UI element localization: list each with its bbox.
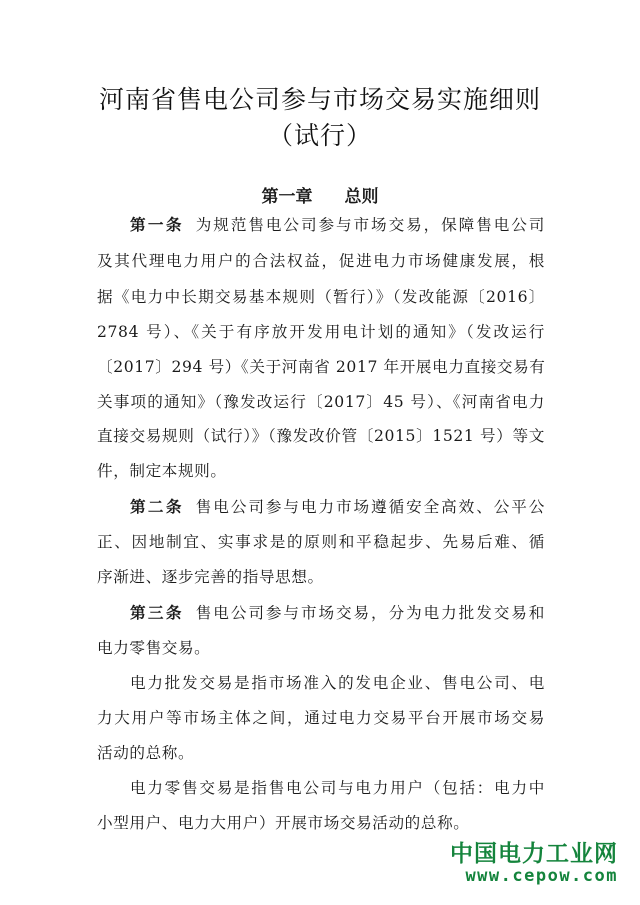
chapter-label: 第一章 xyxy=(261,187,313,207)
article-1-line: 第一条 为规范售电公司参与市场交易，保障售电公司 xyxy=(130,216,545,234)
paragraph-wholesale-line: 力大用户等市场主体之间，通过电力交易平台开展市场交易 xyxy=(97,709,545,727)
article-2-line: 正、因地制宜、实事求是的原则和平稳起步、先易后难、循 xyxy=(97,533,545,551)
article-2-label: 第二条 xyxy=(130,498,184,516)
article-2-line: 序渐进、逐步完善的指导思想。 xyxy=(97,568,324,586)
chapter-heading xyxy=(0,182,640,207)
chapter-name: 总则 xyxy=(344,187,379,207)
paragraph-wholesale-line: 电力批发交易是指市场准入的发电企业、售电公司、电 xyxy=(130,674,545,692)
article-1-line: 直接交易规则（试行）》（豫发改价管〔2015〕1521 号）等文 xyxy=(97,427,545,445)
article-1-line: 〔2017〕294 号）《关于河南省 2017 年开展电力直接交易有 xyxy=(97,358,546,376)
article-1-line: 关事项的通知》（豫发改运行〔2017〕45 号）、《河南省电力 xyxy=(97,393,545,411)
paragraph-retail-line: 电力零售交易是指售电公司与电力用户（包括：电力中 xyxy=(130,779,545,797)
article-1-line: 2784 号）、《关于有序放开发用电计划的通知》（发改运行 xyxy=(97,323,545,341)
document-title: 河南省售电公司参与市场交易实施细则 xyxy=(98,85,541,114)
article-3-line: 电力零售交易。 xyxy=(97,639,211,657)
article-1-label: 第一条 xyxy=(130,216,184,234)
article-3-line: 第三条 售电公司参与市场交易，分为电力批发交易和 xyxy=(130,604,545,622)
article-1-line: 及其代理电力用户的合法权益，促进电力市场健康发展，根 xyxy=(97,252,545,270)
article-1-line: 据《电力中长期交易基本规则（暂行）》（发改能源〔2016〕 xyxy=(97,288,545,306)
watermark-url: www.cepow.com xyxy=(465,866,618,886)
article-2-line: 第二条 售电公司参与电力市场遵循安全高效、公平公 xyxy=(130,498,545,516)
article-3-label: 第三条 xyxy=(130,604,184,622)
document-subtitle: （试行） xyxy=(267,121,372,150)
paragraph-wholesale-line: 活动的总称。 xyxy=(97,744,195,762)
watermark-logo-text: 中国电力工业网 xyxy=(450,841,618,867)
paragraph-retail-line: 小型用户、电力大用户）开展市场交易活动的总称。 xyxy=(97,814,470,832)
article-1-line: 件，制定本规则。 xyxy=(97,462,227,480)
